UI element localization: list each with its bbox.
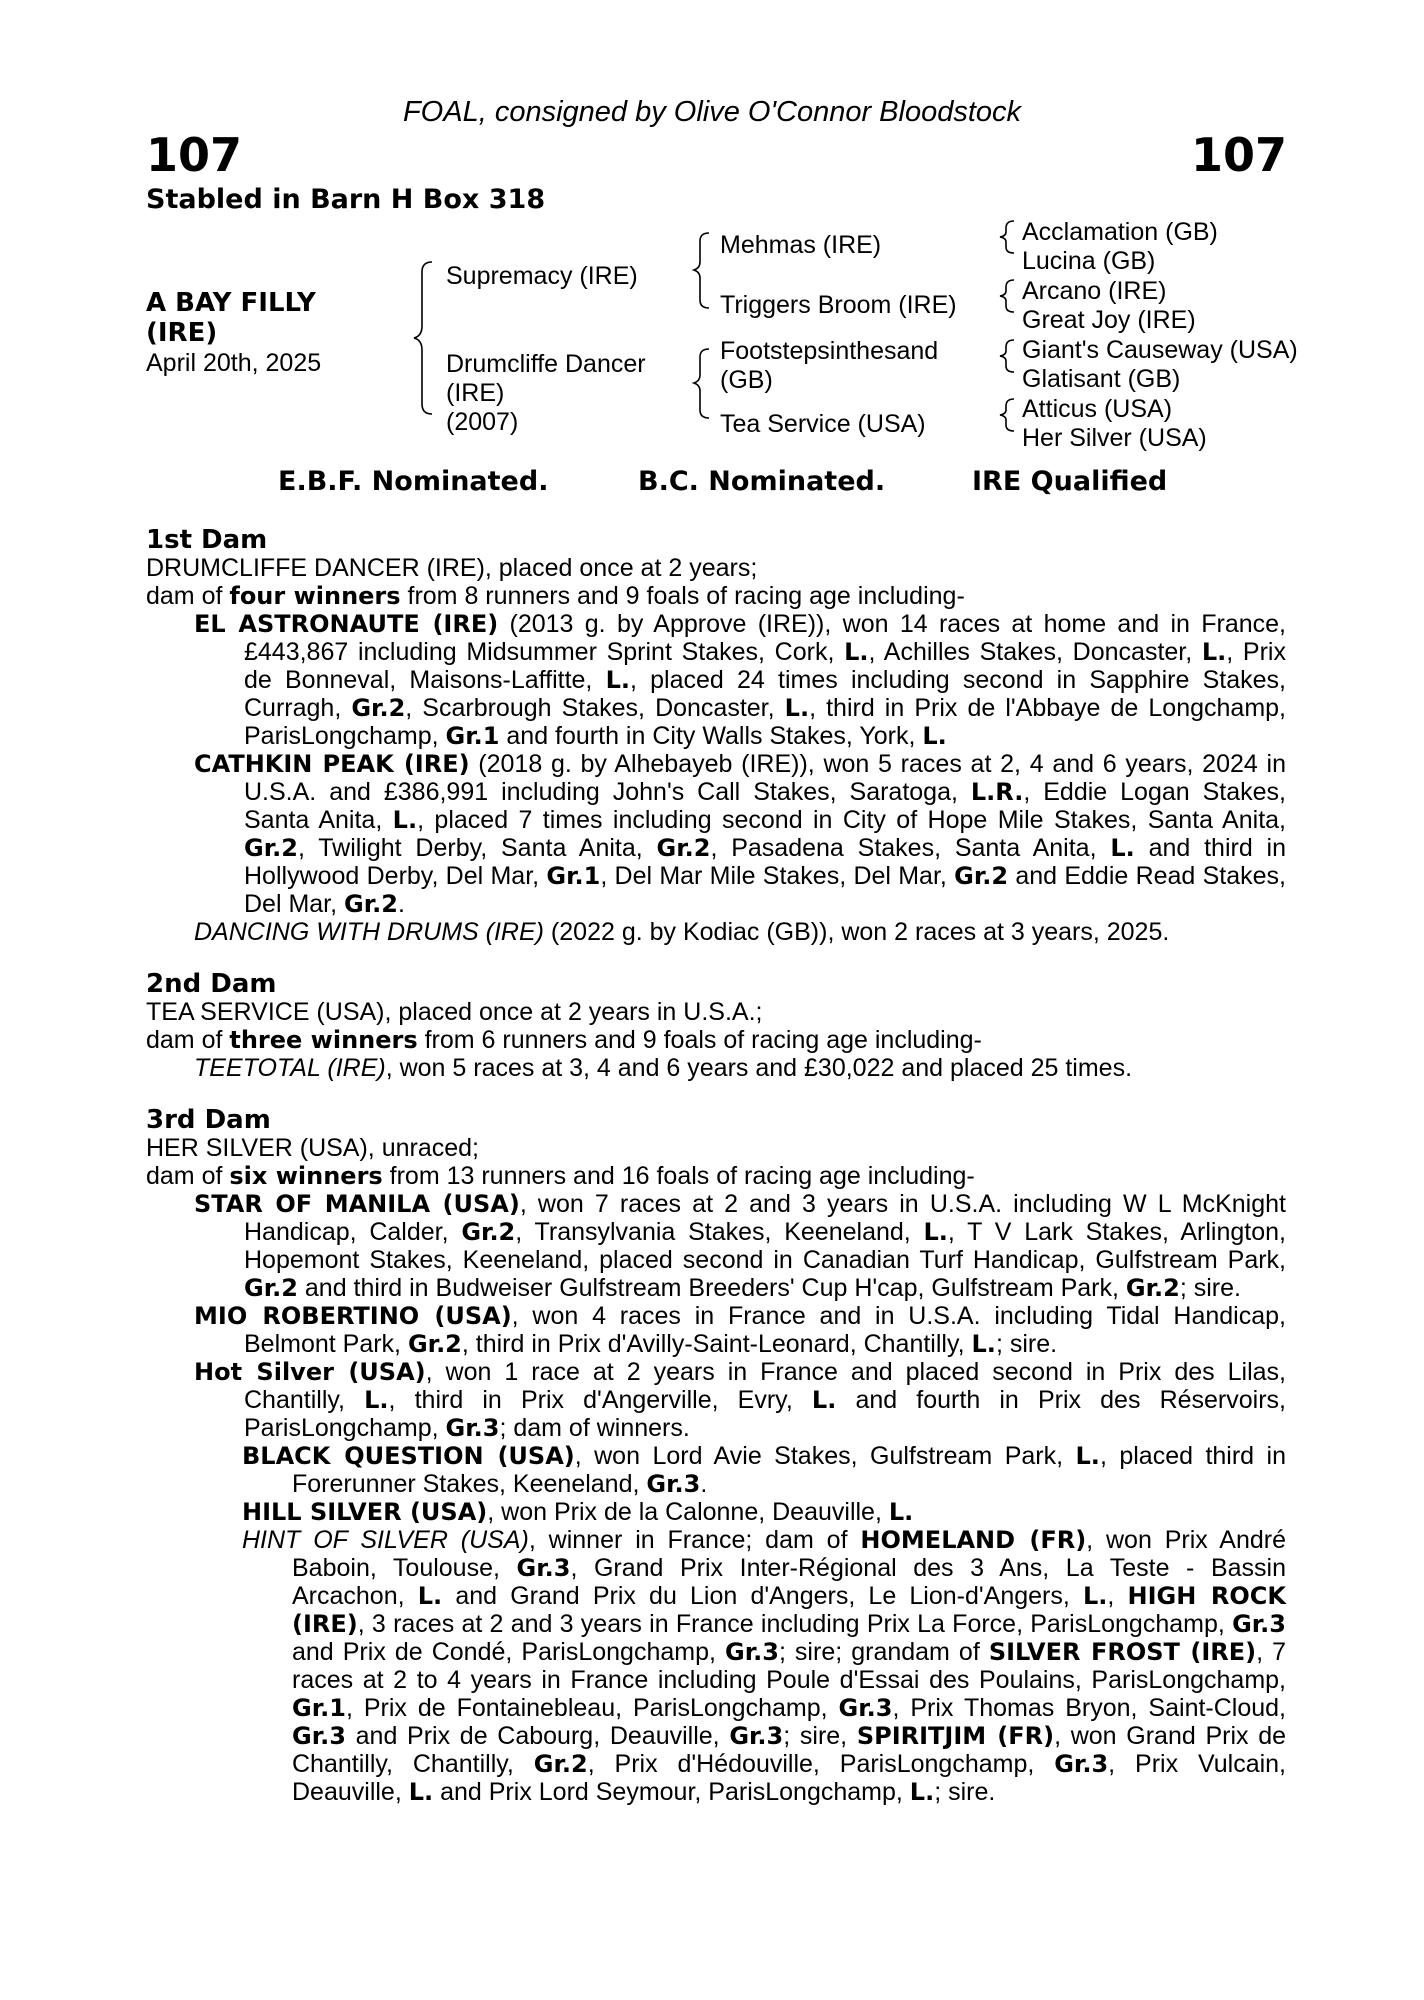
produce-entry-hill-silver: HILL SILVER (USA), won Prix de la Calonne, Deauville, L.	[242, 1498, 914, 1526]
brace-dam	[694, 349, 709, 418]
gen3-sdd: Great Joy (IRE)	[1022, 306, 1196, 334]
horse-name: TEETOTAL (IRE)	[194, 1054, 386, 1082]
first-dam-produce: dam of four winners from 8 runners and 9 foals of racing age including-	[146, 582, 965, 610]
second-dam-line: TEA SERVICE (USA), placed once at 2 years in U.S.A.;	[146, 998, 763, 1026]
third-dam-title: 3rd Dam	[146, 1105, 271, 1135]
brace-ds	[1000, 340, 1014, 372]
third-dam-line: HER SILVER (USA), unraced;	[146, 1134, 479, 1162]
brace-main	[414, 262, 432, 414]
sire-dam: Triggers Broom (IRE)	[720, 291, 957, 319]
horse-dob: April 20th, 2025	[146, 349, 322, 377]
sire-sire: Mehmas (IRE)	[720, 231, 882, 259]
gen3-ddd: Her Silver (USA)	[1022, 424, 1207, 452]
gen3-ssd: Lucina (GB)	[1022, 247, 1156, 275]
horse-name: Hot Silver (USA)	[194, 1358, 426, 1386]
horse-name-line2: (IRE)	[146, 318, 218, 348]
produce-entry-black-question: BLACK QUESTION (USA), won Lord Avie Stakes, Gulfstream Park, L., placed third in Forerunner Stakes, Keeneland, Gr.3.	[242, 1442, 1286, 1498]
lot-number-left: 107	[146, 128, 243, 182]
ire-qualified: IRE Qualified	[972, 466, 1168, 497]
gen3-sss: Acclamation (GB)	[1022, 218, 1218, 246]
produce-entry-hint-of-silver: HINT OF SILVER (USA), winner in France; dam of HOMELAND (FR), won Prix André Baboin, Toulouse, Gr.3, Grand Prix Inter-Régional des 3 Ans, La Teste - Bassin Arcachon, L. and Grand Prix du Lion d'Angers, Le Lion-d'Angers, L., HIGH ROCK (IRE), 3 races at 2 and 3 years in France including Prix La Force, ParisLongchamp, Gr.3 and Prix de Condé, ParisLongchamp, Gr.3; sire; grandam of SILVER FROST (IRE), 7 races at 2 to 4 years in France including Poule d'Essai des Poulains, ParisLongchamp, Gr.1, Prix de Fontainebleau, ParisLongchamp, Gr.3, Prix Thomas Bryon, Saint-Cloud, Gr.3 and Prix de Cabourg, Deauville, Gr.3; sire, SPIRITJIM (FR), won Grand Prix de Chantilly, Chantilly, Gr.2, Prix d'Hédouville, ParisLongchamp, Gr.3, Prix Vulcain, Deauville, L. and Prix Lord Seymour, ParisLongchamp, L.; sire.	[242, 1526, 1287, 1806]
dam-name-line2: (IRE)	[446, 379, 505, 407]
brace-sire	[694, 233, 709, 308]
second-dam-produce: dam of three winners from 6 runners and 9 foals of racing age including-	[146, 1026, 982, 1054]
brace-dd	[1000, 399, 1014, 431]
dam-sire-line1: Footstepsinthesand	[720, 337, 939, 365]
horse-name: STAR OF MANILA (USA)	[194, 1190, 520, 1218]
horse-name: BLACK QUESTION (USA)	[242, 1442, 575, 1470]
brace-ss	[1000, 221, 1014, 253]
horse-name: EL ASTRONAUTE (IRE)	[194, 610, 499, 638]
gen3-dds: Atticus (USA)	[1022, 395, 1173, 423]
horse-name: HINT OF SILVER (USA)	[242, 1526, 529, 1554]
dam-name-line1: Drumcliffe Dancer	[446, 350, 646, 378]
gen3-dsd: Glatisant (GB)	[1022, 365, 1181, 393]
produce-entry-hot-silver: Hot Silver (USA), won 1 race at 2 years in France and placed second in Prix des Lilas, Chantilly, L., third in Prix d'Angerville, Evry, L. and fourth in Prix des Réservoirs, ParisLongchamp, Gr.3; dam of winners.	[194, 1358, 1286, 1442]
lot-number-right: 107	[1190, 128, 1287, 182]
produce-entry-mio-robertino: MIO ROBERTINO (USA), won 4 races in France and in U.S.A. including Tidal Handicap, Belmont Park, Gr.2, third in Prix d'Avilly-Saint-Leonard, Chantilly, L.; sire.	[194, 1302, 1286, 1358]
horse-name: CATHKIN PEAK (IRE)	[194, 750, 470, 778]
produce-entry-cathkin-peak: CATHKIN PEAK (IRE) (2018 g. by Alhebayeb (IRE)), won 5 races at 2, 4 and 6 years, 2024 in U.S.A. and £386,991 including John's Call Stakes, Saratoga, L.R., Eddie Logan Stakes, Santa Anita, L., placed 7 times including second in City of Hope Mile Stakes, Santa Anita, Gr.2, Twilight Derby, Santa Anita, Gr.2, Pasadena Stakes, Santa Anita, L. and third in Hollywood Derby, Del Mar, Gr.1, Del Mar Mile Stakes, Del Mar, Gr.2 and Eddie Read Stakes, Del Mar, Gr.2.	[194, 750, 1287, 918]
consignor-line: FOAL, consigned by Olive O'Connor Bloodstock	[402, 96, 1022, 128]
produce-entry-el-astronaute: EL ASTRONAUTE (IRE) (2013 g. by Approve (IRE)), won 14 races at home and in France, £443,867 including Midsummer Sprint Stakes, Cork, L., Achilles Stakes, Doncaster, L., Prix de Bonneval, Maisons-Laffitte, L., placed 24 times including second in Sapphire Stakes, Curragh, Gr.2, Scarbrough Stakes, Doncaster, L., third in Prix de l'Abbaye de Longchamp, ParisLongchamp, Gr.1 and fourth in City Walls Stakes, York, L.	[194, 610, 1287, 750]
dam-sire-line2: (GB)	[720, 366, 773, 394]
second-dam-title: 2nd Dam	[146, 969, 277, 999]
stabled-location: Stabled in Barn H Box 318	[146, 184, 546, 215]
horse-name: MIO ROBERTINO (USA)	[194, 1302, 512, 1330]
produce-entry-dancing-with-drums: DANCING WITH DRUMS (IRE) (2022 g. by Kodiac (GB)), won 2 races at 3 years, 2025.	[194, 918, 1170, 946]
dam-sire	[720, 337, 938, 395]
first-dam-line: DRUMCLIFFE DANCER (IRE), placed once at 2 years;	[146, 554, 758, 582]
horse-name-line1: A BAY FILLY	[146, 288, 316, 318]
bc-nominated: B.C. Nominated.	[638, 466, 886, 497]
horse-name: HILL SILVER (USA)	[242, 1498, 488, 1526]
gen3-dss: Giant's Causeway (USA)	[1022, 336, 1298, 364]
catalogue-body	[146, 526, 1286, 1806]
gen3-sds: Arcano (IRE)	[1022, 277, 1167, 305]
dam-name	[446, 350, 646, 437]
brace-sd	[1000, 280, 1014, 312]
ebf-nominated: E.B.F. Nominated.	[278, 466, 549, 497]
horse-name: DANCING WITH DRUMS (IRE)	[194, 918, 544, 946]
dam-dam: Tea Service (USA)	[720, 410, 926, 438]
third-dam-produce: dam of six winners from 13 runners and 16 foals of racing age including-	[146, 1162, 975, 1190]
produce-entry-star-of-manila: STAR OF MANILA (USA), won 7 races at 2 and 3 years in U.S.A. including W L McKnight Handicap, Calder, Gr.2, Transylvania Stakes, Keeneland, L., T V Lark Stakes, Arlington, Hopemont Stakes, Keeneland, placed second in Canadian Turf Handicap, Gulfstream Park, Gr.2 and third in Budweiser Gulfstream Breeders' Cup H'cap, Gulfstream Park, Gr.2; sire.	[194, 1190, 1286, 1302]
sire-name: Supremacy (IRE)	[446, 262, 638, 290]
first-dam-title: 1st Dam	[146, 525, 268, 555]
dam-name-line3: (2007)	[446, 408, 519, 436]
produce-entry-teetotal: TEETOTAL (IRE), won 5 races at 3, 4 and 6 years and £30,022 and placed 25 times.	[194, 1054, 1133, 1082]
